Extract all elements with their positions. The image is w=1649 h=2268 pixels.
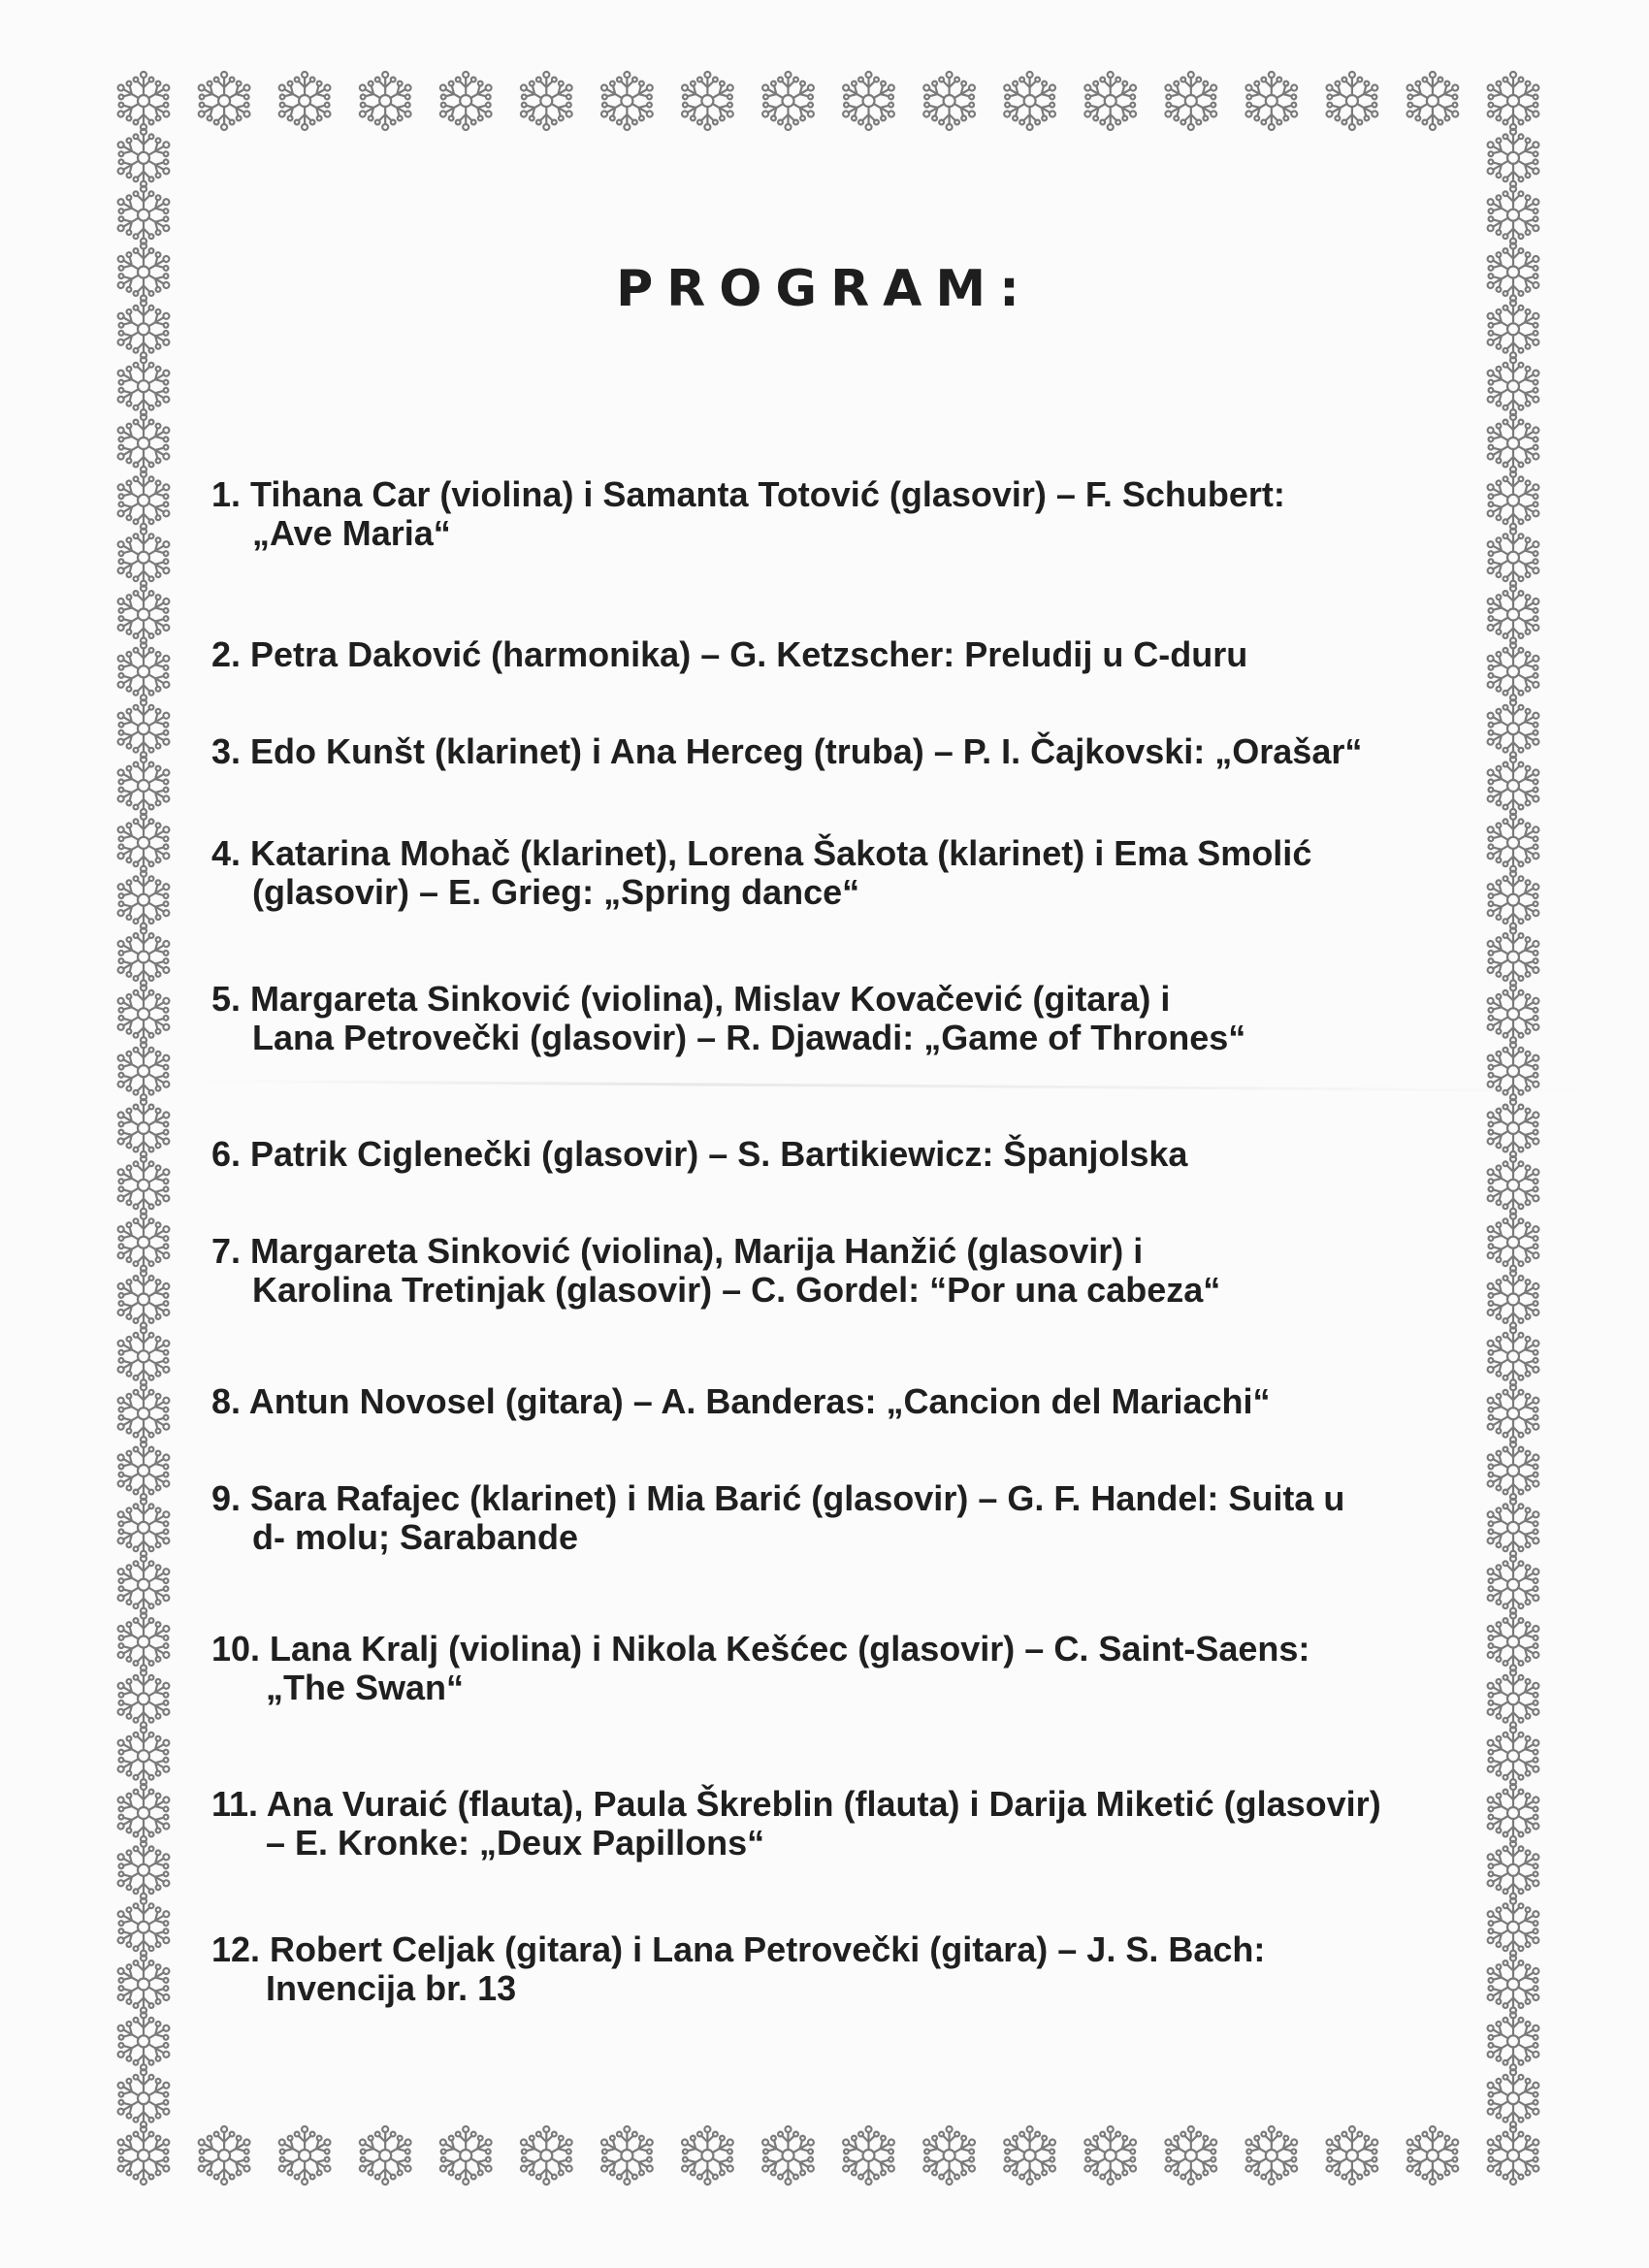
program-item-9	[211, 1479, 1511, 1557]
program-item-6	[211, 1135, 1511, 1174]
program-item-3	[211, 732, 1511, 771]
snowflake-icon	[113, 1613, 174, 1671]
snowflake-icon	[1483, 2012, 1543, 2070]
snowflake-icon	[1483, 928, 1543, 987]
snowflake-icon	[113, 2069, 174, 2127]
snowflake-icon	[1081, 2126, 1141, 2185]
program-item-line: 7. Margareta Sinković (violina), Marija Hanžić (glasovir) i	[211, 1231, 1144, 1271]
snowflake-icon	[1483, 1327, 1543, 1385]
program-item-line: 8. Antun Novosel (gitara) – A. Banderas: „Cancion del Mariachi“	[211, 1381, 1271, 1421]
snowflake-icon	[113, 2012, 174, 2070]
snowflake-icon	[113, 529, 174, 587]
snowflake-icon	[113, 1099, 174, 1157]
snowflake-icon	[436, 2126, 496, 2185]
snowflake-icon	[1161, 2126, 1221, 2185]
snowflake-icon	[597, 2126, 657, 2185]
program-item-line: Invencija br. 13	[266, 1968, 517, 2008]
snowflake-icon	[113, 1784, 174, 1842]
snowflake-icon	[1483, 1727, 1543, 1785]
snowflake-icon	[113, 871, 174, 929]
snowflake-icon	[113, 1841, 174, 1899]
snowflake-icon	[1483, 414, 1543, 472]
snowflake-icon	[113, 642, 174, 700]
program-item-line: 10. Lana Kralj (violina) i Nikola Kešćec (glasovir) – C. Saint-Saens:	[211, 1629, 1310, 1669]
program-item-line: 11. Ana Vuraić (flauta), Paula Škreblin (flauta) i Darija Miketić (glasovir)	[211, 1784, 1381, 1824]
snowflake-icon	[355, 72, 415, 130]
program-item-11	[211, 1785, 1511, 1863]
program-item-2	[211, 635, 1511, 674]
snowflake-icon	[113, 1499, 174, 1557]
snowflake-icon	[113, 985, 174, 1043]
program-item-line: (glasovir) – E. Grieg: „Spring dance“	[252, 872, 860, 912]
snowflake-icon	[113, 699, 174, 758]
program-item-7	[211, 1232, 1511, 1310]
snowflake-icon	[1242, 2126, 1302, 2185]
snowflake-icon	[758, 2126, 818, 2185]
snowflake-icon	[1483, 2126, 1543, 2185]
program-item-line: „Ave Maria“	[252, 513, 451, 553]
snowflake-icon	[516, 72, 576, 130]
snowflake-icon	[1322, 2126, 1382, 2185]
snowflake-icon	[113, 2126, 174, 2185]
snowflake-icon	[1483, 129, 1543, 187]
program-item-line: 3. Edo Kunšt (klarinet) i Ana Herceg (truba) – P. I. Čajkovski: „Orašar“	[211, 731, 1363, 771]
snowflake-icon	[113, 414, 174, 472]
snowflake-icon	[1483, 186, 1543, 244]
snowflake-icon	[919, 2126, 979, 2185]
program-item-line: 9. Sara Rafajec (klarinet) i Mia Barić (glasovir) – G. F. Handel: Suita u	[211, 1478, 1345, 1518]
program-item-line: – E. Kronke: „Deux Papillons“	[266, 1823, 765, 1863]
snowflake-icon	[113, 72, 174, 130]
snowflake-icon	[113, 1442, 174, 1500]
snowflake-icon	[1242, 72, 1302, 130]
snowflake-icon	[113, 757, 174, 815]
snowflake-icon	[113, 586, 174, 644]
snowflake-icon	[113, 471, 174, 530]
snowflake-icon	[436, 72, 496, 130]
program-item-line: Karolina Tretinjak (glasovir) – C. Gordel: “Por una cabeza“	[252, 1270, 1221, 1310]
snowflake-icon	[677, 2126, 737, 2185]
snowflake-icon	[113, 1271, 174, 1329]
snowflake-icon	[1322, 72, 1382, 130]
snowflake-icon	[758, 72, 818, 130]
snowflake-icon	[838, 2126, 898, 2185]
snowflake-icon	[999, 2126, 1059, 2185]
program-item-line: „The Swan“	[266, 1668, 465, 1707]
snowflake-icon	[113, 357, 174, 415]
program-item-line: 4. Katarina Mohač (klarinet), Lorena Šakota (klarinet) i Ema Smolić	[211, 833, 1312, 873]
snowflake-icon	[113, 1727, 174, 1785]
snowflake-icon	[838, 72, 898, 130]
snowflake-icon	[194, 2126, 254, 2185]
snowflake-icon	[1403, 2126, 1463, 2185]
snowflake-icon	[113, 1042, 174, 1100]
snowflake-icon	[919, 72, 979, 130]
snowflake-icon	[113, 1956, 174, 2014]
snowflake-icon	[113, 1327, 174, 1385]
snowflake-icon	[1483, 72, 1543, 130]
program-item-4	[211, 834, 1511, 912]
snowflake-icon	[113, 928, 174, 987]
snowflake-icon	[1483, 2069, 1543, 2127]
snowflake-icon	[999, 72, 1059, 130]
program-item-line: 6. Patrik Ciglenečki (glasovir) – S. Bartikiewicz: Španjolska	[211, 1134, 1188, 1174]
program-item-line: 2. Petra Daković (harmonika) – G. Ketzscher: Preludij u C-duru	[211, 634, 1248, 674]
program-item-line: 5. Margareta Sinković (violina), Mislav Kovačević (gitara) i	[211, 979, 1171, 1019]
snowflake-icon	[1161, 72, 1221, 130]
snowflake-icon	[194, 72, 254, 130]
snowflake-icon	[113, 186, 174, 244]
snowflake-icon	[113, 1556, 174, 1614]
snowflake-icon	[677, 72, 737, 130]
program-item-line: Lana Petrovečki (glasovir) – R. Djawadi: „Game of Thrones“	[252, 1018, 1246, 1057]
program-item-5	[211, 980, 1511, 1057]
program-item-line: 1. Tihana Car (violina) i Samanta Totović (glasovir) – F. Schubert:	[211, 474, 1285, 514]
snowflake-icon	[113, 1384, 174, 1442]
page-title: PROGRAM:	[616, 260, 1033, 318]
snowflake-icon	[1403, 72, 1463, 130]
snowflake-icon	[516, 2126, 576, 2185]
snowflake-icon	[1483, 1556, 1543, 1614]
snowflake-icon	[597, 72, 657, 130]
snowflake-icon	[113, 1156, 174, 1215]
snowflake-icon	[113, 814, 174, 872]
program-item-12	[211, 1930, 1511, 2008]
snowflake-icon	[1081, 72, 1141, 130]
snowflake-icon	[113, 129, 174, 187]
snowflake-icon	[113, 1898, 174, 1957]
snowflake-icon	[275, 72, 335, 130]
snowflake-icon	[1483, 357, 1543, 415]
snowflake-icon	[275, 2126, 335, 2185]
program-item-line: d- molu; Sarabande	[252, 1517, 579, 1557]
snowflake-icon	[355, 2126, 415, 2185]
program-item-line: 12. Robert Celjak (gitara) i Lana Petrovečki (gitara) – J. S. Bach:	[211, 1929, 1266, 1969]
snowflake-icon	[113, 1214, 174, 1272]
program-item-10	[211, 1630, 1511, 1707]
program-item-8	[211, 1382, 1511, 1421]
program-item-1	[211, 475, 1511, 553]
snowflake-icon	[113, 1669, 174, 1728]
